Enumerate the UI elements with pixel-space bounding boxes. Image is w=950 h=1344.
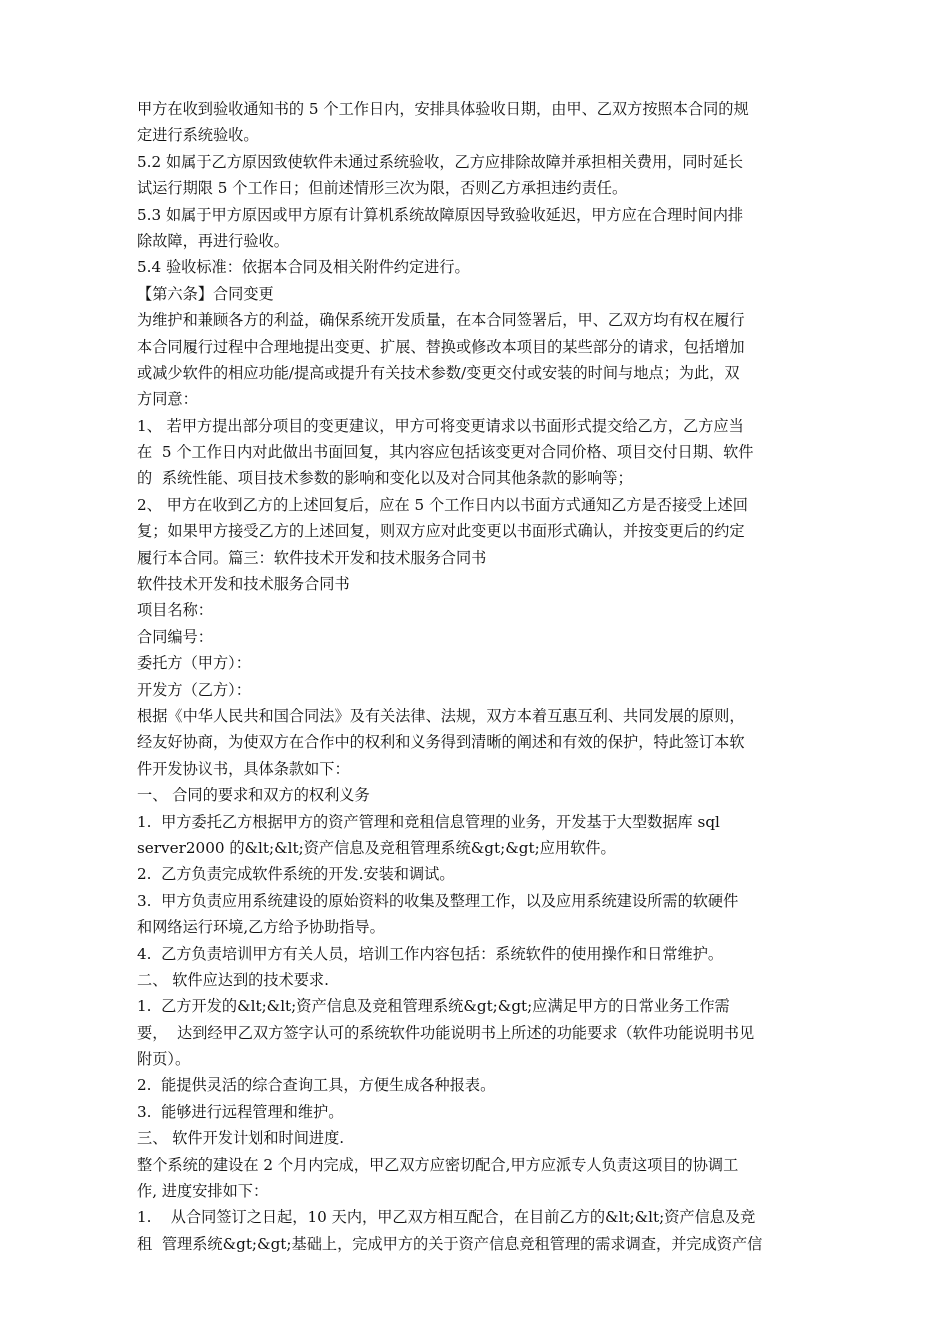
text-line: 整个系统的建设在 2 个月内完成，甲乙双方应密切配合,甲方应派专人负责这项目的协调工: [137, 1155, 739, 1174]
text-line: 作, 进度安排如下：: [137, 1182, 269, 1201]
text-line: 在 5 个工作日内对此做出书面回复，其内容应包括该变更对合同价格、项目交付日期、软件: [137, 443, 754, 462]
text-line: 5.3 如属于甲方原因或甲方原有计算机系统故障原因导致验收延迟，甲方应在合理时间内排: [137, 205, 744, 224]
text-line: 3. 甲方负责应用系统建设的原始资料的收集及整理工作，以及应用系统建设所需的软硬件: [137, 891, 739, 910]
text-line: server2000 的&lt;&lt;资产信息及竞租管理系统&gt;&gt;应用软件。: [137, 838, 616, 857]
text-line: 复；如果甲方接受乙方的上述回复，则双方应对此变更以书面形式确认，并按变更后的约定: [137, 522, 745, 541]
text-line: 定进行系统验收。: [137, 126, 259, 145]
contract-number-field: 合同编号：: [137, 627, 213, 646]
project-name-field: 项目名称：: [137, 601, 213, 620]
text-line: 件开发协议书，具体条款如下：: [137, 759, 350, 778]
developer-party-field: 开发方（乙方）：: [137, 680, 251, 699]
text-line: 1. 从合同签订之日起，10 天内，甲乙双方相互配合，在目前乙方的&lt;&lt;资产信息及竞: [137, 1208, 756, 1227]
text-line: 要， 达到经甲乙双方签字认可的系统软件功能说明书上所述的功能要求（软件功能说明书见: [137, 1023, 755, 1042]
text-line: 1、 若甲方提出部分项目的变更建议，甲方可将变更请求以书面形式提交给乙方，乙方应当: [137, 416, 744, 435]
text-line: 和网络运行环境,乙方给予协助指导。: [137, 918, 385, 937]
text-line: 本合同履行过程中合理地提出变更、扩展、替换或修改本项目的某些部分的请求，包括增加: [137, 337, 745, 356]
text-line: 甲方在收到验收通知书的 5 个工作日内，安排具体验收日期，由甲、乙双方按照本合同的规: [137, 100, 749, 118]
text-line: 5.2 如属于乙方原因致使软件未通过系统验收，乙方应排除故障并承担相关费用，同时延长: [137, 152, 744, 171]
text-line: 5.4 验收标准：依据本合同及相关附件约定进行。: [137, 258, 470, 277]
section-heading: 二、 软件应达到的技术要求.: [137, 970, 329, 989]
text-line: 4. 乙方负责培训甲方有关人员，培训工作内容包括：系统软件的使用操作和日常维护。: [137, 944, 724, 963]
client-party-field: 委托方（甲方）：: [137, 654, 251, 673]
text-line: 1. 甲方委托乙方根据甲方的资产管理和竞租信息管理的业务，开发基于大型数据库 sql: [137, 812, 720, 831]
text-line: 的 系统性能、项目技术参数的影响和变化以及对合同其他条款的影响等；: [137, 469, 633, 488]
text-line: 经友好协商，为使双方在合作中的权利和义务得到清晰的阐述和有效的保护，特此签订本软: [137, 733, 745, 752]
text-line: 附页）。: [137, 1050, 191, 1069]
text-line: 3. 能够进行远程管理和维护。: [137, 1102, 344, 1121]
text-line: 1. 乙方开发的&lt;&lt;资产信息及竞租管理系统&gt;&gt;应满足甲方的日常业务工作需: [137, 997, 730, 1016]
text-line: 2. 能提供灵活的综合查询工具，方便生成各种报表。: [137, 1076, 496, 1095]
section-heading: 【第六条】合同变更: [137, 284, 274, 303]
text-line: 租 管理系统&gt;&gt;基础上，完成甲方的关于资产信息竞租管理的需求调查，并完成资产信: [137, 1234, 763, 1253]
text-line: 试运行期限 5 个工作日；但前述情形三次为限，否则乙方承担违约责任。: [137, 179, 628, 198]
text-line: 履行本合同。篇三：软件技术开发和技术服务合同书: [137, 548, 487, 567]
document-page: [137, 96, 829, 1257]
section-heading: 一、 合同的要求和双方的权利义务: [137, 786, 370, 805]
text-line: 为维护和兼顾各方的利益，确保系统开发质量，在本合同签署后，甲、乙双方均有权在履行: [137, 311, 745, 330]
text-line: 2. 乙方负责完成软件系统的开发.安装和调试。: [137, 865, 455, 884]
text-line: 方同意：: [137, 390, 198, 409]
document-title: 软件技术开发和技术服务合同书: [137, 575, 350, 594]
text-line: 除故障，再进行验收。: [137, 231, 289, 250]
text-line: 2、 甲方在收到乙方的上述回复后，应在 5 个工作日内以书面方式通知乙方是否接受上述回: [137, 495, 748, 514]
section-heading: 三、 软件开发计划和时间进度.: [137, 1129, 345, 1148]
text-line: 或减少软件的相应功能/提高或提升有关技术参数/变更交付或安装的时间与地点；为此，双: [137, 363, 740, 382]
text-line: 根据《中华人民共和国合同法》及有关法律、法规，双方本着互惠互利、共同发展的原则，: [137, 706, 745, 725]
